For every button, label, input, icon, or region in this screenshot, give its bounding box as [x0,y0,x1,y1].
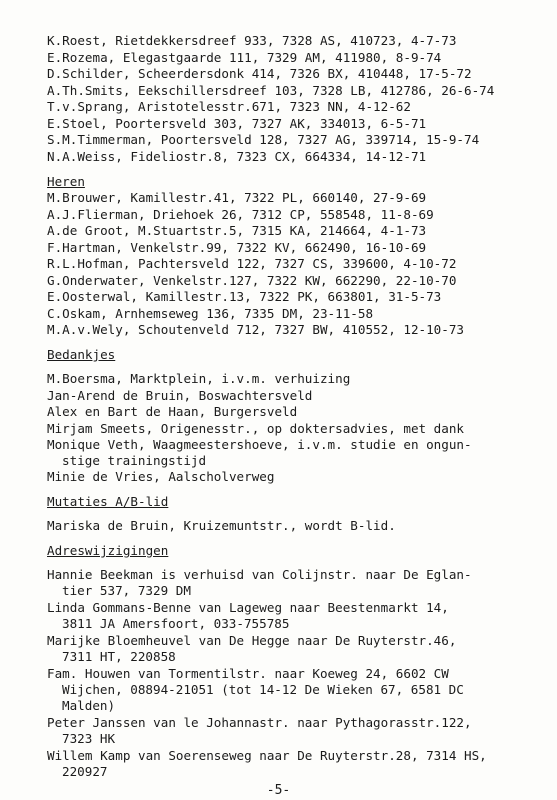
member-line: R.L.Hofman, Pachtersveld 122, 7327 CS, 339600, 4-10-72 [47,256,457,271]
member-line: G.Onderwater, Venkelstr.127, 7322 KW, 662290, 22-10-70 [47,273,457,288]
member-line: M.A.v.Wely, Schoutenveld 712, 7327 BW, 410552, 12-10-73 [47,322,465,337]
list-item-continuation: stige trainingstijd [62,453,207,468]
section-heading-adreswijzigingen: Adreswijzigingen [47,543,169,558]
list-item: Alex en Bart de Haan, Burgersveld [47,404,298,419]
list-item-continuation: 7311 HT, 220858 [62,649,176,664]
member-line: C.Oskam, Arnhemseweg 136, 7335 DM, 23-11-58 [47,306,374,321]
list-item-continuation: 3811 JA Amersfoort, 033-755785 [62,616,290,631]
list-item-continuation: Malden) [62,698,116,713]
member-line: S.M.Timmerman, Poortersveld 128, 7327 AG, 339714, 15-9-74 [47,132,480,147]
list-item: Willem Kamp van Soerenseweg naar De Ruyterstr.28, 7314 HS, [47,748,487,763]
member-line: T.v.Sprang, Aristotelesstr.671, 7323 NN, 4-12-62 [47,99,411,114]
member-line: M.Brouwer, Kamillestr.41, 7322 PL, 660140, 27-9-69 [47,190,427,205]
list-item: Hannie Beekman is verhuisd van Colijnstr. naar De Eglan- [47,567,472,582]
page-number: -5- [266,783,291,798]
section-heading-mutaties: Mutaties A/B-lid [47,494,169,509]
list-item: Mirjam Smeets, Origenesstr., op doktersadvies, met dank [47,421,465,436]
member-line: E.Stoel, Poortersveld 303, 7327 AK, 334013, 6-5-71 [47,116,427,131]
member-line: E.Oosterwal, Kamillestr.13, 7322 PK, 663801, 31-5-73 [47,289,442,304]
list-item: Monique Veth, Waagmeestershoeve, i.v.m. studie en ongun- [47,437,472,452]
list-item: Fam. Houwen van Tormentilstr. naar Koeweg 24, 6602 CW [47,666,449,681]
member-line: E.Rozema, Elegastgaarde 111, 7329 AM, 411980, 8-9-74 [47,50,442,65]
list-item-continuation: 7323 HK [62,731,116,746]
member-line: A.J.Flierman, Driehoek 26, 7312 CP, 558548, 11-8-69 [47,207,434,222]
list-item-continuation: tier 537, 7329 DM [62,583,191,598]
member-line: A.de Groot, M.Stuartstr.5, 7315 KA, 214664, 4-1-73 [47,223,427,238]
list-item: M.Boersma, Marktplein, i.v.m. verhuizing [47,371,351,386]
list-item: Peter Janssen van le Johannastr. naar Pythagorasstr.122, [47,715,472,730]
list-item: Mariska de Bruin, Kruizemuntstr., wordt B-lid. [47,518,396,533]
section-heading-bedankjes: Bedankjes [47,347,116,362]
member-line: F.Hartman, Venkelstr.99, 7322 KV, 662490, 16-10-69 [47,240,427,255]
member-line: K.Roest, Rietdekkersdreef 933, 7328 AS, 410723, 4-7-73 [47,33,457,48]
list-item: Minie de Vries, Aalscholverweg [47,469,275,484]
list-item: Jan-Arend de Bruin, Boswachtersveld [47,388,313,403]
list-item: Linda Gommans-Benne van Lageweg naar Beestenmarkt 14, [47,600,449,615]
member-line: N.A.Weiss, Fideliostr.8, 7323 CX, 664334, 14-12-71 [47,149,427,164]
member-line: A.Th.Smits, Eekschillersdreef 103, 7328 LB, 412786, 26-6-74 [47,83,495,98]
list-item: Marijke Bloemheuvel van De Hegge naar De Ruyterstr.46, [47,633,457,648]
section-heading-heren: Heren [47,174,85,189]
member-line: D.Schilder, Scheerdersdonk 414, 7326 BX, 410448, 17-5-72 [47,66,472,81]
list-item-continuation: 220927 [62,764,108,779]
list-item-continuation: Wijchen, 08894-21051 (tot 14-12 De Wieken 67, 6581 DC [62,682,464,697]
